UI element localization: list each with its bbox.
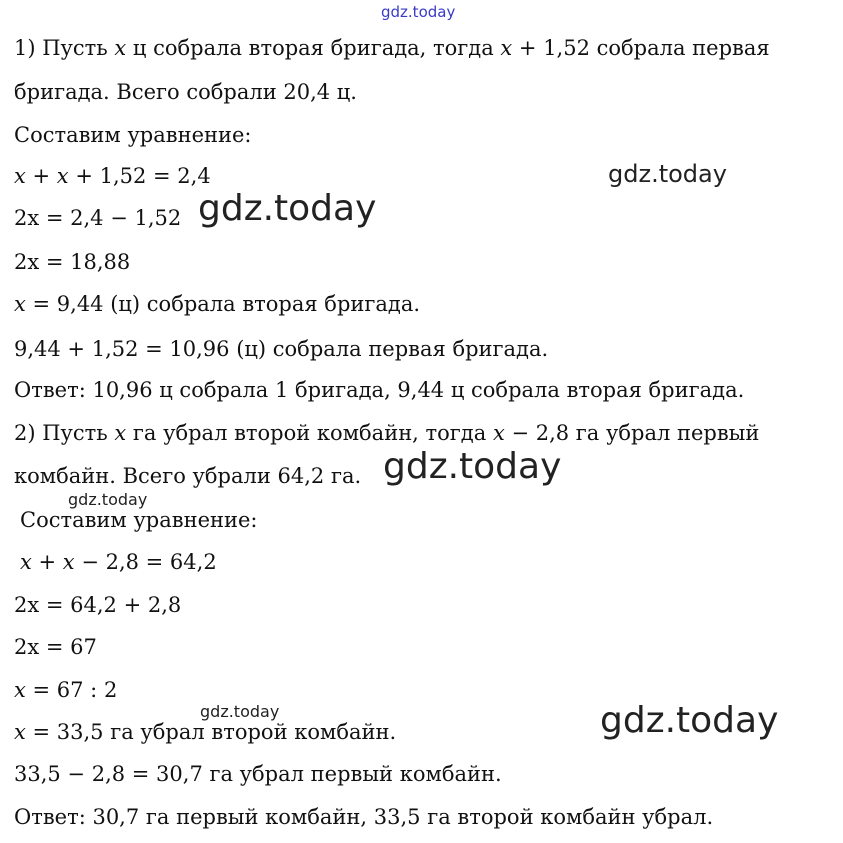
watermark: gdz.today — [198, 188, 377, 229]
equation-line: x + x − 2,8 = 64,2 — [20, 550, 217, 574]
equation-line: 2x = 64,2 + 2,8 — [14, 593, 182, 617]
text-line: 1) Пусть x ц собрала вторая бригада, тогда x + 1,52 собрала первая — [14, 36, 770, 60]
watermark: gdz.today — [381, 3, 456, 21]
equation-line: x = 67 : 2 — [14, 678, 118, 702]
watermark: gdz.today — [600, 700, 779, 741]
text-line: комбайн. Всего убрали 64,2 га. — [14, 464, 362, 488]
equation-line: 9,44 + 1,52 = 10,96 (ц) собрала первая бригада. — [14, 337, 549, 361]
answer-line: Ответ: 30,7 га первый комбайн, 33,5 га второй комбайн убрал. — [14, 805, 714, 829]
text-line: 2) Пусть x га убрал второй комбайн, тогда x − 2,8 га убрал первый — [14, 421, 760, 445]
watermark: gdz.today — [68, 490, 148, 509]
watermark: gdz.today — [608, 160, 727, 188]
watermark: gdz.today — [383, 446, 562, 487]
watermark: gdz.today — [200, 702, 280, 721]
equation-line: 33,5 − 2,8 = 30,7 га убрал первый комбайн. — [14, 762, 502, 786]
text-line: Составим уравнение: — [14, 123, 252, 147]
equation-line: x + x + 1,52 = 2,4 — [14, 164, 211, 188]
equation-line: x = 9,44 (ц) собрала вторая бригада. — [14, 292, 421, 316]
equation-line: 2x = 18,88 — [14, 250, 131, 274]
answer-line: Ответ: 10,96 ц собрала 1 бригада, 9,44 ц собрала вторая бригада. — [14, 378, 745, 402]
equation-line: 2x = 67 — [14, 635, 97, 659]
equation-line: x = 33,5 га убрал второй комбайн. — [14, 720, 397, 744]
text-line: бригада. Всего собрали 20,4 ц. — [14, 80, 357, 104]
text-line: Составим уравнение: — [20, 508, 258, 532]
equation-line: 2x = 2,4 − 1,52 — [14, 206, 182, 230]
